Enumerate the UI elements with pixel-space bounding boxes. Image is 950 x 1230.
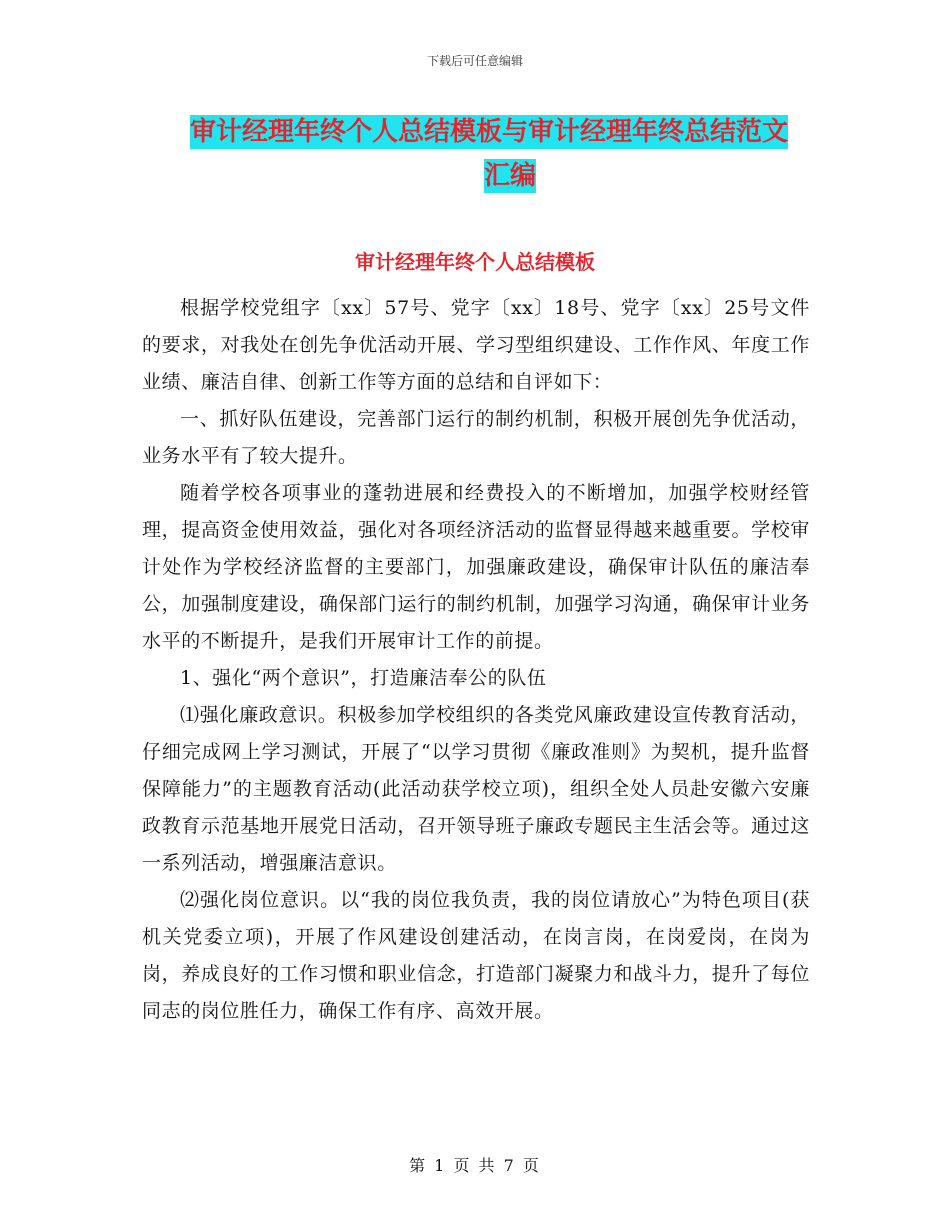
- paragraph: 一、抓好队伍建设，完善部门运行的制约机制，积极开展创先争优活动，业务水平有了较大提升。: [142, 408, 810, 467]
- page-footer: 第 1 页 共 7 页: [409, 1156, 541, 1175]
- document-title: [190, 110, 810, 198]
- header-note: 下载后可任意编辑: [426, 54, 523, 68]
- title-line-2: 汇编: [483, 161, 536, 191]
- title-line-1: 审计经理年终个人总结模板与审计经理年终总结范文: [190, 117, 789, 147]
- paragraph: 随着学校各项事业的蓬勃进展和经费投入的不断增加，加强学校财经管理，提高资金使用效益，强化对各项经济活动的监督显得越来越重要。学校审计处作为学校经济监督的主要部门，加强廉政建设，确保审计队伍的廉洁奉公，加强制度建设，确保部门运行的制约机制，加强学习沟通，确保审计业务水平的不断提升，是我们开展审计工作的前提。: [142, 482, 810, 652]
- paragraph: ⑴强化廉政意识。积极参加学校组织的各类党风廉政建设宣传教育活动，仔细完成网上学习测试，开展了“以学习贯彻《廉政准则》为契机，提升监督保障能力”的主题教育活动(此活动获学校立项)，组织全处人员赴安徽六安廉政教育示范基地开展党日活动，召开领导班子廉政专题民主生活会等。通过这一系列活动，增强廉洁意识。: [142, 704, 810, 874]
- document-body: [142, 290, 810, 1030]
- section-title: 审计经理年终个人总结模板: [355, 250, 595, 274]
- paragraph: 1、强化“两个意识”，打造廉洁奉公的队伍: [180, 667, 547, 689]
- paragraph: 根据学校党组字〔xx〕57号、党字〔xx〕18号、党字〔xx〕25号文件的要求，对我处在创先争优活动开展、学习型组织建设、工作作风、年度工作业绩、廉洁自律、创新工作等方面的总结和自评如下：: [142, 297, 810, 393]
- paragraph: ⑵强化岗位意识。以“我的岗位我负责，我的岗位请放心”为特色项目(获机关党委立项)，开展了作风建设创建活动，在岗言岗，在岗爱岗，在岗为岗，养成良好的工作习惯和职业信念，打造部门凝聚力和战斗力，提升了每位同志的岗位胜任力，确保工作有序、高效开展。: [142, 889, 810, 1022]
